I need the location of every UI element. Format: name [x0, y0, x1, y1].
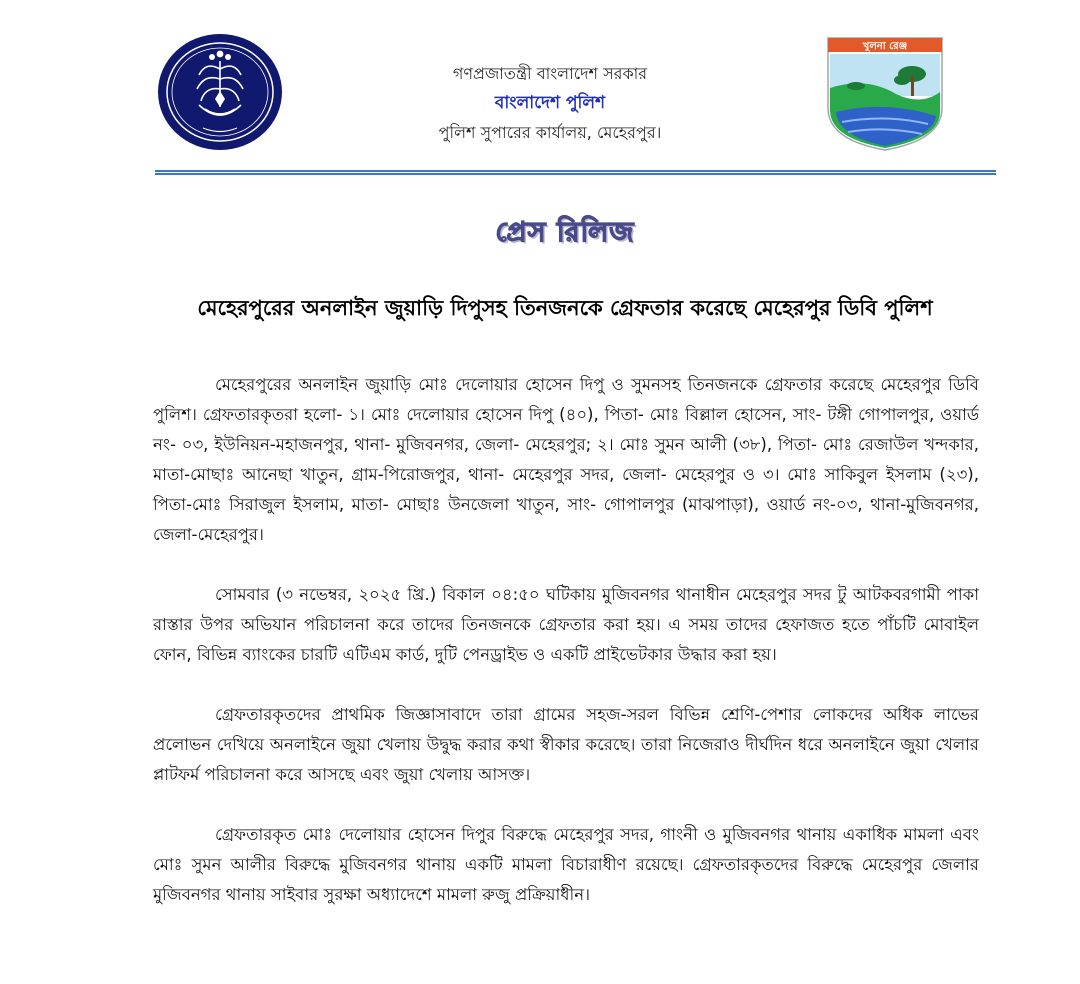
organization-name: বাংলাদেশ পুলিশ — [494, 93, 606, 113]
body-text — [153, 370, 979, 940]
paragraph-4: গ্রেফতারকৃত মোঃ দেলোয়ার হোসেন দিপুর বিরুদ্ধে মেহেরপুর সদর, গাংনী ও মুজিবনগর থানায় একাধিক মামলা এবং মোঃ সুমন আলীর বিরুদ্ধে মুজিবনগর থানায় একটি মামলা বিচারাধীণ রয়েছে। গ্রেফতারকৃতদের বিরুদ্ধে মেহেরপুর জেলার মুজিবনগর থানায় সাইবার সুরক্ষা অধ্যাদেশে মামলা রুজু প্রক্রিয়াধীন। — [153, 825, 979, 904]
office-name: পুলিশ সুপারের কার্যালয়, মেহেরপুর। — [438, 123, 662, 142]
headline: মেহেরপুরের অনলাইন জুয়াড়ি দিপুসহ তিনজনকে গ্রেফতার করেছে মেহেরপুর ডিবি পুলিশ — [197, 296, 933, 320]
paragraph-1: মেহেরপুরের অনলাইন জুয়াড়ি মোঃ দেলোয়ার হোসেন দিপু ও সুমনসহ তিনজনকে গ্রেফতার করেছে মেহেরপুর ডিবি পুলিশ। গ্রেফতারকৃতরা হলো- ১। মোঃ দেলোয়ার হোসেন দিপু (৪০), পিতা- মোঃ বিল্লাল হোসেন, সাং- টঙ্গী গোপালপুর, ওয়ার্ড নং- ০৩, ইউনিয়ন-মহাজনপুর, থানা- মুজিবনগর, জেলা- মেহেরপুর; ২। মোঃ সুমন আলী (৩৮), পিতা- মোঃ রেজাউল খন্দকার, মাতা-মোছাঃ আনেছা খাতুন, গ্রাম-পিরোজপুর, থানা- মেহেরপুর সদর, জেলা- মেহেরপুর ও ৩। মোঃ সাকিবুল ইসলাম (২৩), পিতা-মোঃ সিরাজুল ইসলাম, মাতা- মোছাঃ উনজেলা খাতুন, সাং- গোপালপুর (মাঝপাড়া), ওয়ার্ড নং-০৩, থানা-মুজিবনগর, জেলা-মেহেরপুর। — [153, 375, 979, 544]
government-name: গণপ্রজাতন্ত্রী বাংলাদেশ সরকার — [452, 64, 648, 83]
paragraph-3: গ্রেফতারকৃতদের প্রাথমিক জিজ্ঞাসাবাদে তারা গ্রামের সহজ-সরল বিভিন্ন শ্রেণি-পেশার লোকদের অধিক লাভের প্রলোভন দেখিয়ে অনলাইনে জুয়া খেলায় উদ্বুদ্ধ করার কথা স্বীকার করেছে। তারা নিজেরাও দীর্ঘদিন ধরে অনলাইনে জুয়া খেলার প্লাটফর্ম পরিচালনা করে আসছে এবং জুয়া খেলায় আসক্ত। — [153, 705, 979, 784]
header-divider — [155, 170, 996, 175]
bangladesh-police-emblem-icon — [157, 33, 283, 151]
letterhead — [360, 62, 740, 146]
khulna-range-label: খুলনা রেঞ্জ — [862, 41, 908, 52]
khulna-range-emblem-icon — [826, 36, 944, 152]
press-release-title: প্রেস রিলিজ — [495, 217, 635, 248]
paragraph-2: সোমবার (৩ নভেম্বর, ২০২৫ খ্রি.) বিকাল ০৪:৫০ ঘটিকায় মুজিবনগর থানাধীন মেহেরপুর সদর টু আটকবরগামী পাকা রাস্তার উপর অভিযান পরিচালনা করে তাদের তিনজনকে গ্রেফতার করা হয়। এ সময় তাদের হেফাজত হতে পাঁচটি মোবাইল ফোন, বিভিন্ন ব্যাংকের চারটি এটিএম কার্ড, দুটি পেনড্রাইভ ও একটি প্রাইভেটকার উদ্ধার করা হয়। — [153, 585, 979, 664]
